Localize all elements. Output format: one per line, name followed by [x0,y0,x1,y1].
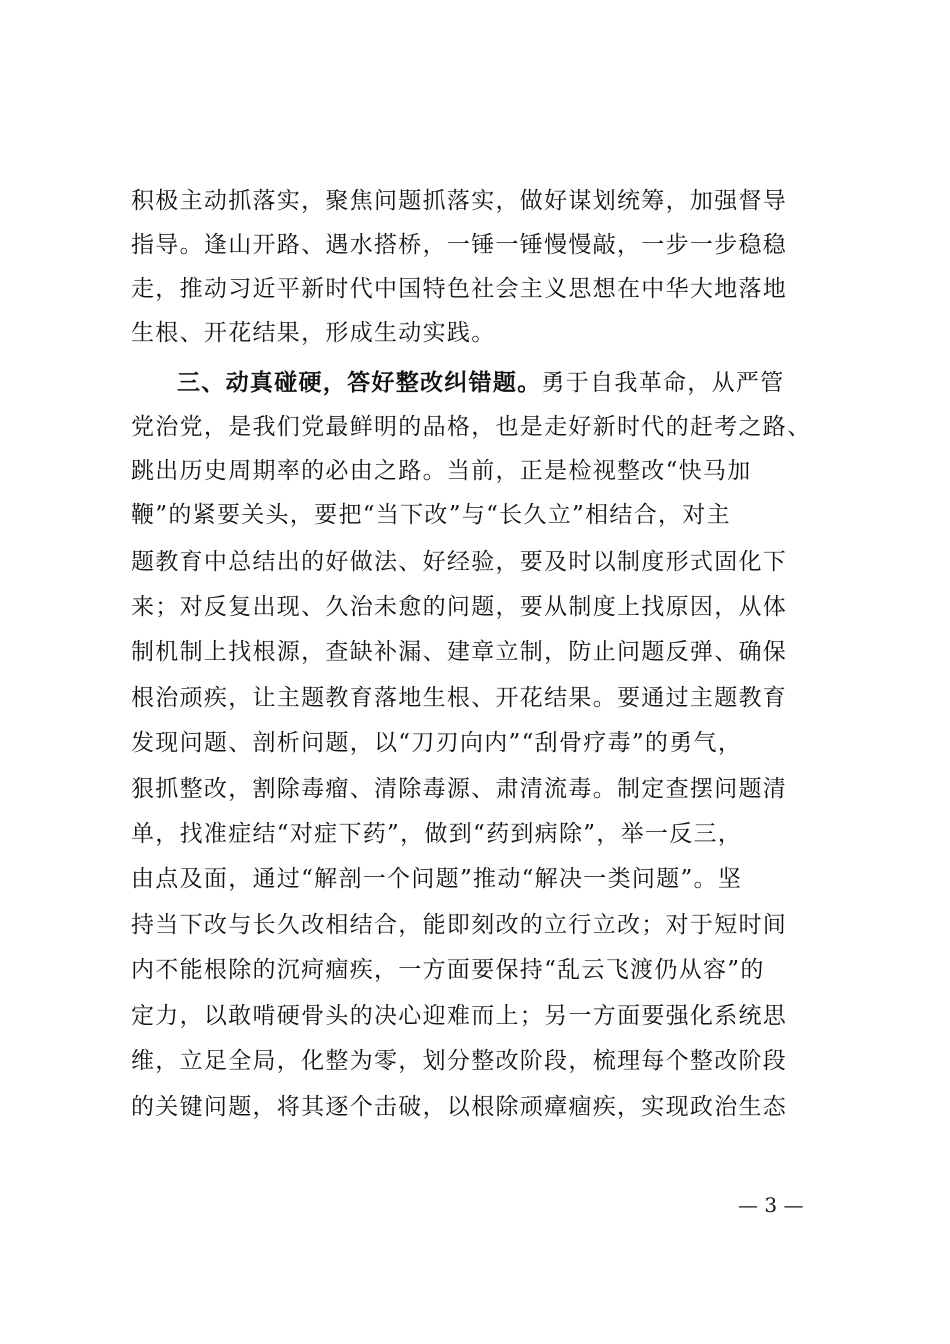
paragraph-1-line-2: 指导。逢山开路、遇水搭桥，一锤一锤慢慢敲，一步一步稳稳 [131,232,788,258]
paragraph-2-line-11: 单，找准症结“对症下药”，做到“药到病除”，举一反三， [131,821,743,847]
paragraph-2-line-13: 持当下改与长久改相结合，能即刻改的立行立改；对于短时间 [131,912,788,938]
paragraph-2-line-2: 党治党，是我们党最鲜明的品格，也是走好新时代的赶考之路、 [131,414,812,440]
paragraph-2-line-17: 的关键问题，将其逐个击破，以根除顽瘴痼疾，实现政治生态 [131,1094,788,1120]
paragraph-2-line-6: 来；对反复出现、久治未愈的问题，要从制度上找原因，从体 [131,594,788,620]
paragraph-2-line-7: 制机制上找根源，查缺补漏、建章立制，防止问题反弹、确保 [131,639,788,665]
paragraph-2-line-4: 鞭”的紧要关头，要把“当下改”与“长久立”相结合，对主 [131,502,731,528]
section-heading: 三、动真碰硬，答好整改纠错题。 [177,369,542,396]
paragraph-2-line-10: 狠抓整改，割除毒瘤、清除毒源、肃清流毒。制定查摆问题清 [131,776,788,802]
paragraph-2-line-12: 由点及面，通过“解剖一个问题”推动“解决一类问题”。坚 [131,866,743,892]
page-number: — 3 — [738,1193,804,1217]
paragraph-2-line-8: 根治顽疾，让主题教育落地生根、开花结果。要通过主题教育 [131,685,788,711]
paragraph-1-line-1: 积极主动抓落实，聚焦问题抓落实，做好谋划统筹，加强督导 [131,188,788,214]
paragraph-2-line-9: 发现问题、剖析问题，以“刀刃向内”“刮骨疗毒”的勇气， [131,730,743,756]
paragraph-2-line-14: 内不能根除的沉疴痼疾，一方面要保持“乱云飞渡仍从容”的 [131,957,765,983]
paragraph-1-line-3: 走，推动习近平新时代中国特色社会主义思想在中华大地落地 [131,276,788,302]
paragraph-2-line-16: 维，立足全局，化整为零，划分整改阶段，梳理每个整改阶段 [131,1048,788,1074]
paragraph-2-line-5: 题教育中总结出的好做法、好经验，要及时以制度形式固化下 [131,549,788,575]
paragraph-2-line-1-rest: 勇于自我革命，从严管 [541,370,785,396]
paragraph-1-line-4: 生根、开花结果，形成生动实践。 [131,320,496,346]
paragraph-2-line-3: 跳出历史周期率的必由之路。当前，正是检视整改“快马加 [131,458,752,484]
paragraph-2-line-1 [177,368,785,398]
paragraph-2-line-15: 定力，以敢啃硬骨头的决心迎难而上；另一方面要强化系统思 [131,1003,788,1029]
